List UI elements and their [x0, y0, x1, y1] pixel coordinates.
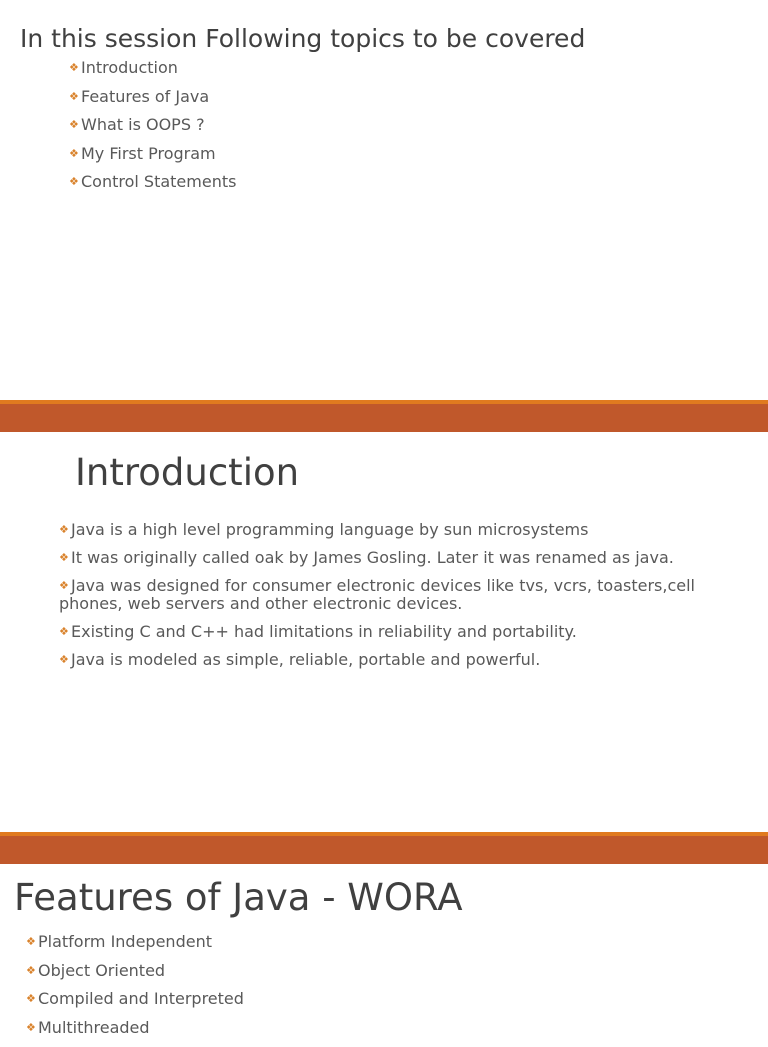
slide-title: Introduction [75, 451, 299, 494]
slide-separator-band [0, 400, 768, 432]
list-item [26, 1019, 626, 1047]
diamond-bullet-icon: ❖ [26, 962, 37, 980]
slide-features [0, 864, 768, 1024]
list-item [69, 88, 669, 117]
list-item [69, 59, 669, 88]
list-item [59, 651, 695, 669]
topic-list [69, 59, 669, 202]
list-item [59, 549, 695, 567]
list-item-text: My First Program [81, 144, 216, 163]
diamond-bullet-icon: ❖ [59, 577, 70, 595]
list-item [69, 173, 669, 202]
diamond-bullet-icon: ❖ [69, 116, 80, 134]
list-item [59, 521, 695, 539]
diamond-bullet-icon: ❖ [59, 521, 70, 539]
list-item [26, 962, 626, 991]
list-item-text: Java is a high level programming language by sun microsystems [71, 520, 588, 539]
list-item-text: Compiled and Interpreted [38, 989, 244, 1008]
diamond-bullet-icon: ❖ [26, 990, 37, 1008]
list-item-text: What is OOPS ? [81, 115, 205, 134]
introduction-list [59, 521, 695, 679]
diamond-bullet-icon: ❖ [69, 173, 80, 191]
diamond-bullet-icon: ❖ [59, 549, 70, 567]
list-item [26, 933, 626, 962]
list-item [69, 116, 669, 145]
diamond-bullet-icon: ❖ [69, 88, 80, 106]
slide-title: In this session Following topics to be covered [20, 24, 585, 53]
list-item [59, 623, 695, 641]
diamond-bullet-icon: ❖ [26, 933, 37, 951]
diamond-bullet-icon: ❖ [59, 651, 70, 669]
features-list [26, 933, 626, 1047]
list-item [69, 145, 669, 174]
slide-topics [0, 0, 768, 400]
list-item [26, 990, 626, 1019]
diamond-bullet-icon: ❖ [59, 623, 70, 641]
slide-separator-band [0, 832, 768, 864]
diamond-bullet-icon: ❖ [69, 59, 80, 77]
list-item-text: Java is modeled as simple, reliable, portable and powerful. [71, 650, 540, 669]
slide-title: Features of Java - WORA [14, 876, 463, 919]
list-item [59, 577, 695, 613]
list-item-text: Platform Independent [38, 932, 212, 951]
list-item-text: Object Oriented [38, 961, 165, 980]
list-item-text: It was originally called oak by James Gosling. Later it was renamed as java. [71, 548, 674, 567]
list-item-text: Multithreaded [38, 1018, 150, 1037]
diamond-bullet-icon: ❖ [69, 145, 80, 163]
list-item-text: Introduction [81, 58, 178, 77]
list-item-text: Control Statements [81, 172, 236, 191]
list-item-text: Java was designed for consumer electronic devices like tvs, vcrs, toasters,cell phones, web servers and other electronic devices. [59, 576, 695, 613]
list-item-text: Features of Java [81, 87, 209, 106]
diamond-bullet-icon: ❖ [26, 1019, 37, 1037]
list-item-text: Existing C and C++ had limitations in reliability and portability. [71, 622, 577, 641]
slide-introduction [0, 432, 768, 832]
